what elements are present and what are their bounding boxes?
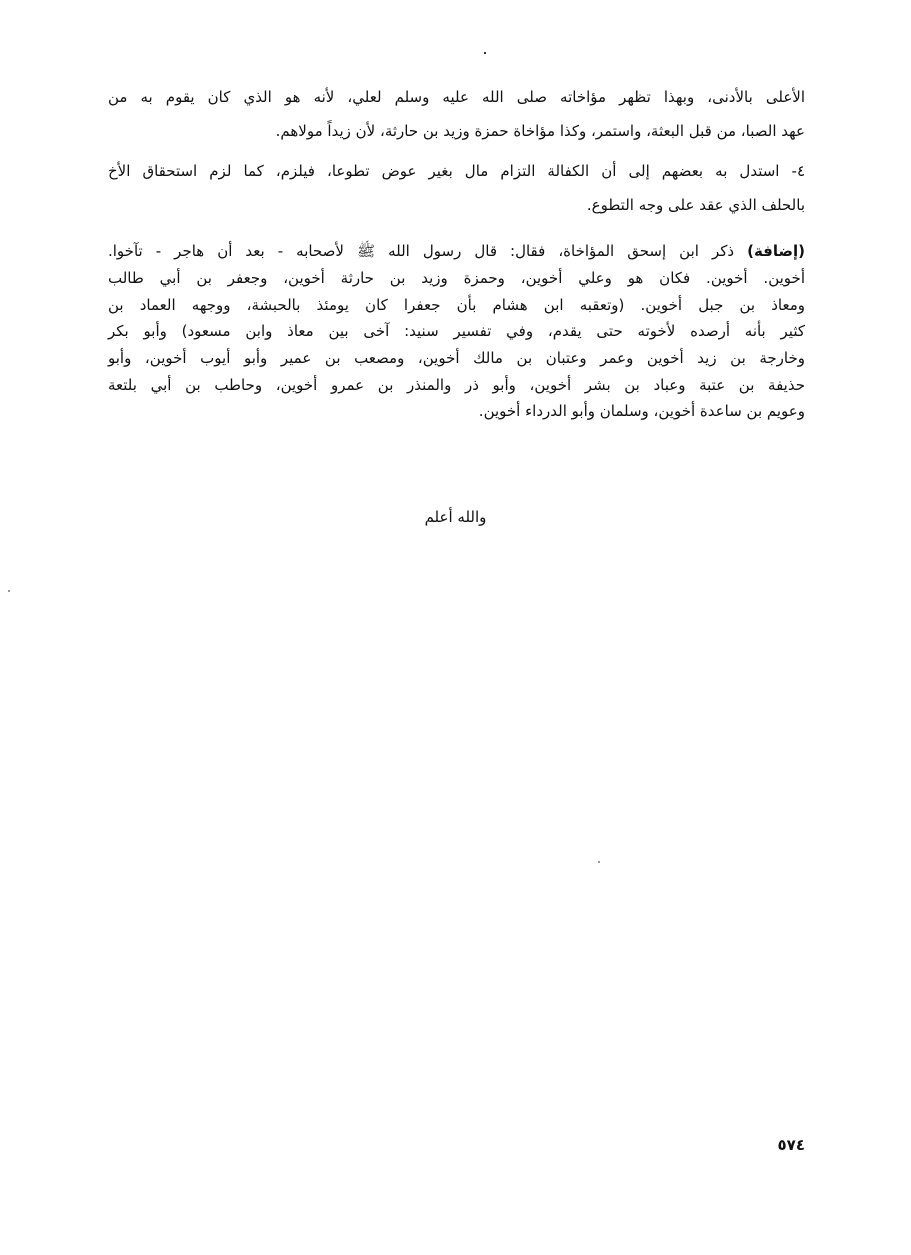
text-line <box>108 240 805 262</box>
scan-speck <box>598 861 600 863</box>
text-line: ٤- استدل به بعضهم إلى أن الكفالة التزام مال بغير عوض تطوعا، فيلزم، كما لزم استحقاق الأخ <box>108 162 805 180</box>
text-line: كثير بأنه أرصده لأخوته حتى يقدم، وفي تفسير سنيد: آخى بين معاذ وابن مسعود) وأبو بكر <box>108 322 805 340</box>
text-line: حذيفة بن عتبة وعباد بن بشر أخوين، وأبو ذر والمنذر بن عمرو أخوين، وحاطب بن أبي بلتعة <box>108 376 805 394</box>
text-line: عهد الصبا، من قبل البعثة، واستمر، وكذا مؤاخاة حمزة وزيد بن حارثة، لأن زيداً مولاهم. <box>275 122 805 140</box>
closing-phrase: والله أعلم <box>424 508 487 526</box>
text-line: وخارجة بن زيد أخوين وعمر وعتبان بن مالك أخوين، ومصعب بن عمير وأبو أيوب أخوين، وأبو <box>108 349 805 367</box>
text-span: ذكر ابن إسحق المؤاخاة، فقال: قال رسول الله ﷺ لأصحابه - بعد أن هاجر - تآخوا. <box>108 242 748 260</box>
text-line: ومعاذ بن جبل أخوين. (وتعقبه ابن هشام بأن جعفرا كان يومئذ بالحبشة، ووجهه العماد بن <box>108 296 805 314</box>
page-number: ٥٧٤ <box>777 1136 805 1154</box>
addition-label: (إضافة) <box>747 242 805 260</box>
text-line: وعويم بن ساعدة أخوين، وسلمان وأبو الدرداء أخوين. <box>478 402 805 420</box>
scan-speck <box>8 590 10 592</box>
text-line: الأعلى بالأدنى، وبهذا تظهر مؤاخاته صلى الله عليه وسلم لعلي، لأنه هو الذي كان يقوم به من <box>108 88 805 106</box>
text-line: أخوين. أخوين. فكان هو وعلي أخوين، وحمزة وزيد بن حارثة أخوين، وجعفر بن أبي طالب <box>108 269 805 287</box>
scan-speck <box>484 52 486 54</box>
text-line: بالحلف الذي عقد على وجه التطوع. <box>586 196 805 214</box>
